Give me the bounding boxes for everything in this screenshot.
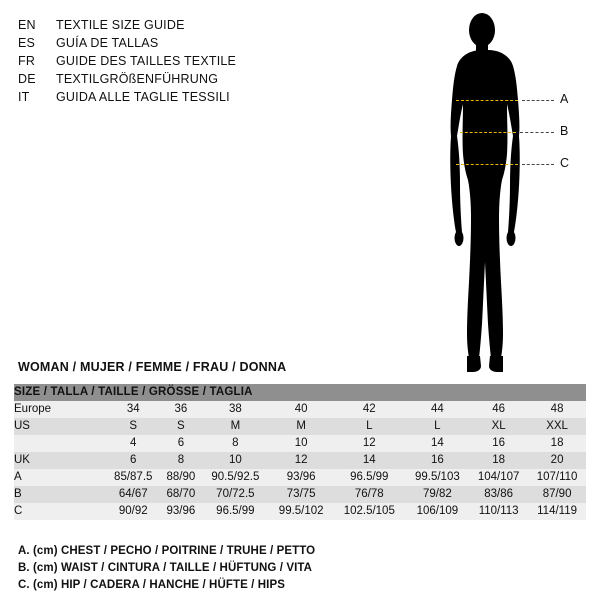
cell: 90.5/92.5 [201,469,269,486]
cell: 36 [160,401,201,418]
table-row [14,452,586,469]
measure-label-b: B [560,124,569,138]
cell: 16 [469,435,528,452]
cell: 87/90 [528,486,586,503]
language-row-de [18,70,318,88]
cell: 20 [528,452,586,469]
cell: 99.5/103 [406,469,470,486]
row-label-c: C [14,503,106,520]
language-text-fr: GUIDE DES TAILLES TEXTILE [56,54,237,68]
cell: 110/113 [469,503,528,520]
table-header-label: SIZE / TALLA / TAILLE / GRÖSSE / TAGLIA [14,384,586,401]
cell: 88/90 [160,469,201,486]
table-row [14,401,586,418]
language-text-es: GUÍA DE TALLAS [56,36,159,50]
cell: 46 [469,401,528,418]
cell: 12 [333,435,406,452]
cell: 76/78 [333,486,406,503]
language-row-en [18,16,318,34]
cell: S [160,418,201,435]
cell: 68/70 [160,486,201,503]
cell: L [406,418,470,435]
language-code-it: IT [18,90,30,104]
cell: 70/72.5 [201,486,269,503]
female-silhouette-icon [430,8,590,378]
cell: 102.5/105 [333,503,406,520]
measure-line-c [456,164,518,165]
table-row [14,469,586,486]
table-row [14,435,586,452]
language-header-block [18,16,318,106]
language-code-fr: FR [18,54,36,68]
cell: 18 [469,452,528,469]
row-label-us-numeric [14,435,106,452]
cell: 38 [201,401,269,418]
table-row [14,503,586,520]
measure-line-b [460,132,516,133]
language-row-es [18,34,318,52]
row-label-us: US [14,418,106,435]
cell: L [333,418,406,435]
row-label-uk: UK [14,452,106,469]
legend-row-b: B. (cm) WAIST / CINTURA / TAILLE / HÜFTUNG / VITA [18,562,313,574]
language-code-de: DE [18,72,36,86]
cell: 44 [406,401,470,418]
cell: 83/86 [469,486,528,503]
cell: 90/92 [106,503,160,520]
cell: 93/96 [269,469,333,486]
cell: 12 [269,452,333,469]
cell: 73/75 [269,486,333,503]
cell: 114/119 [528,503,586,520]
cell: 64/67 [106,486,160,503]
legend-row-a: A. (cm) CHEST / PECHO / POITRINE / TRUHE / PETTO [18,545,316,557]
cell: 99.5/102 [269,503,333,520]
language-code-es: ES [18,36,36,50]
language-text-it: GUIDA ALLE TAGLIE TESSILI [56,90,230,104]
cell: XXL [528,418,586,435]
cell: 106/109 [406,503,470,520]
row-label-a: A [14,469,106,486]
cell: 14 [333,452,406,469]
cell: 6 [106,452,160,469]
size-table [14,384,586,520]
cell: 16 [406,452,470,469]
legend-row-c: C. (cm) HIP / CADERA / HANCHE / HÜFTE / HIPS [18,579,286,591]
cell: XL [469,418,528,435]
measure-tail-b [520,132,554,133]
language-code-en: EN [18,18,36,32]
cell: M [269,418,333,435]
language-row-it [18,88,318,106]
cell: 14 [406,435,470,452]
language-text-de: TEXTILGRÖßENFÜHRUNG [56,72,219,86]
row-label-b: B [14,486,106,503]
measure-line-a [456,100,518,101]
cell: S [106,418,160,435]
cell: 96.5/99 [333,469,406,486]
cell: 40 [269,401,333,418]
measure-tail-c [522,164,554,165]
table-row [14,418,586,435]
cell: 85/87.5 [106,469,160,486]
cell: 34 [106,401,160,418]
cell: 93/96 [160,503,201,520]
cell: 104/107 [469,469,528,486]
table-header-row [14,384,586,401]
language-text-en: TEXTILE SIZE GUIDE [56,18,185,32]
body-figure [430,8,590,378]
cell: 8 [160,452,201,469]
cell: 8 [201,435,269,452]
cell: 107/110 [528,469,586,486]
cell: 4 [106,435,160,452]
language-row-fr [18,52,318,70]
row-label-europe: Europe [14,401,106,418]
cell: 48 [528,401,586,418]
cell: 10 [269,435,333,452]
table-row [14,486,586,503]
measure-label-c: C [560,156,570,170]
section-title: WOMAN / MUJER / FEMME / FRAU / DONNA [18,360,287,374]
cell: 10 [201,452,269,469]
cell: 6 [160,435,201,452]
cell: 96.5/99 [201,503,269,520]
measure-label-a: A [560,92,569,106]
cell: 79/82 [406,486,470,503]
cell: 42 [333,401,406,418]
measurement-legend [18,543,578,594]
measure-tail-a [522,100,554,101]
cell: M [201,418,269,435]
cell: 18 [528,435,586,452]
